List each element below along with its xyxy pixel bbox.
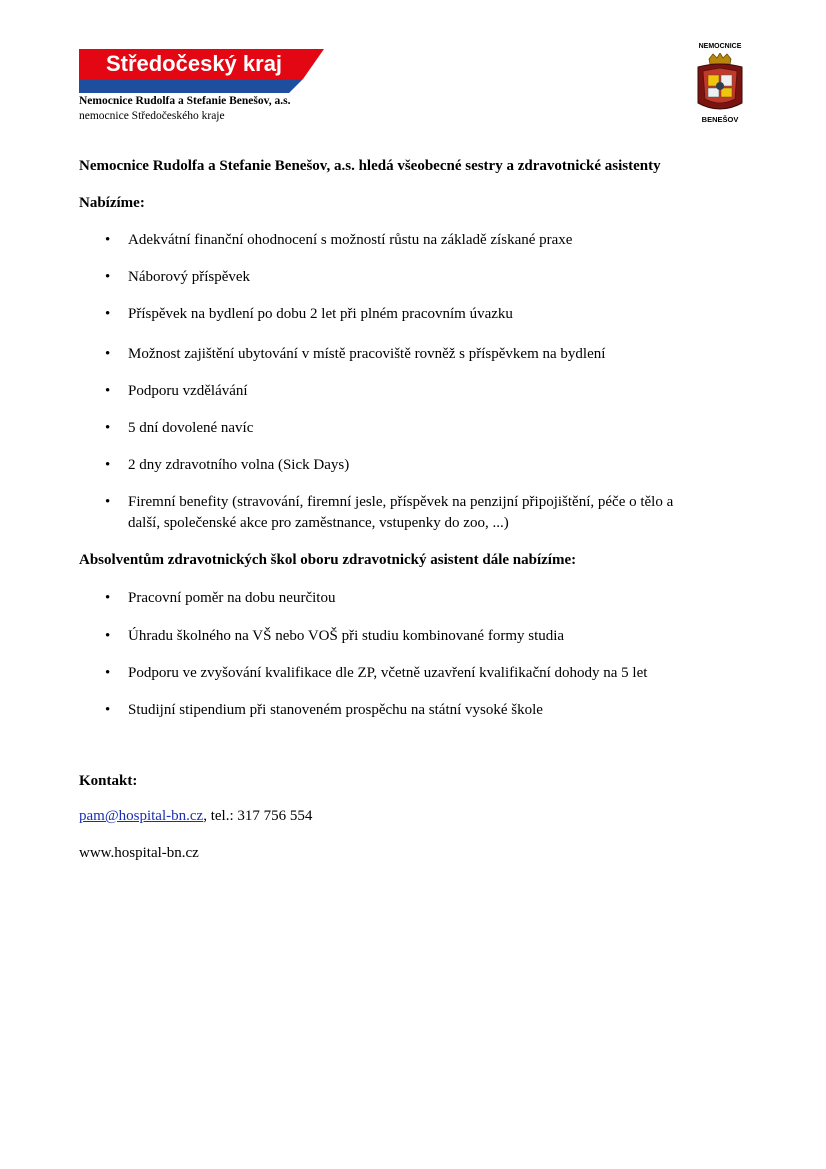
website-text: www.hospital-bn.cz (79, 845, 199, 861)
contact-heading: Kontakt: (79, 773, 138, 789)
bullet-icon: • (105, 494, 111, 510)
logo-bottom-text: BENEŠOV (701, 115, 739, 124)
bullet-icon: • (105, 628, 111, 644)
bullet-icon: • (105, 665, 111, 681)
phone-text: , tel.: 317 756 554 (203, 808, 313, 824)
org-subtitle: nemocnice Středočeského kraje (79, 110, 225, 122)
bullet-icon: • (105, 346, 111, 362)
bullet-icon: • (105, 702, 111, 718)
bullet-icon: • (105, 590, 111, 606)
offer-heading: Nabízíme: (79, 195, 145, 211)
coat-of-arms-icon (695, 53, 745, 115)
logo-top-text: NEMOCNICE (698, 43, 742, 50)
bullet-icon: • (105, 306, 111, 322)
bullet-icon: • (105, 420, 111, 436)
contact-email-line (79, 808, 312, 825)
bullet-icon: • (105, 383, 111, 399)
email-link[interactable]: pam@hospital-bn.cz (79, 808, 204, 824)
bullet-icon: • (105, 269, 111, 285)
bullet-icon: • (105, 457, 111, 473)
graduates-heading: Absolventům zdravotnických škol oboru zdravotnický asistent dále nabízíme: (79, 552, 577, 568)
bullet-icon: • (105, 232, 111, 248)
hospital-logo (690, 43, 750, 133)
region-banner (79, 49, 324, 93)
page-title: Nemocnice Rudolfa a Stefanie Benešov, a.s. hledá všeobecné sestry a zdravotnické asistenty (79, 158, 661, 174)
banner-title: Středočeský kraj (105, 51, 283, 76)
org-name: Nemocnice Rudolfa a Stefanie Benešov, a.s. (79, 95, 291, 107)
